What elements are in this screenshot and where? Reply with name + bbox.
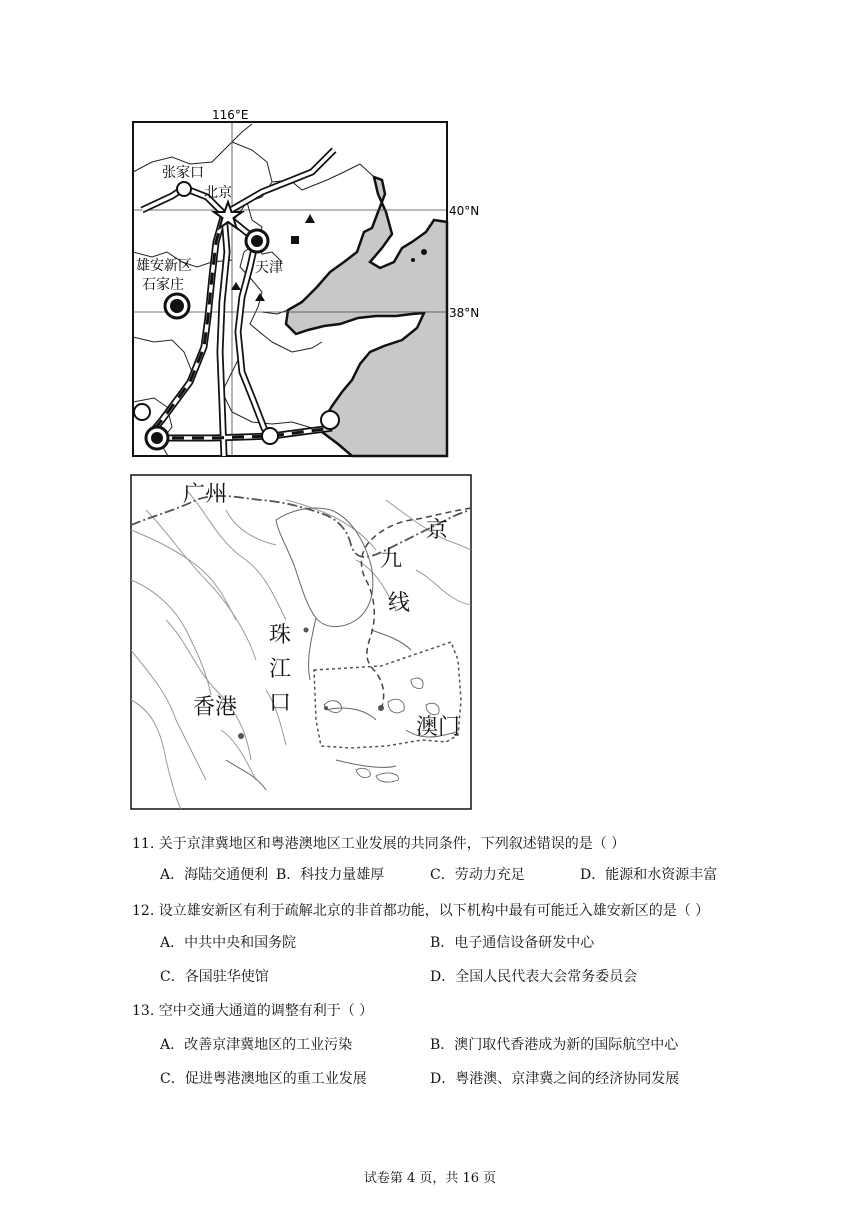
option-a: A．中共中央和国务院: [160, 935, 297, 951]
kou-label: 口: [269, 691, 292, 716]
city-marker-w: [134, 404, 150, 420]
question-stem: 空中交通大通道的调整有利于（ ）: [158, 1003, 374, 1019]
zhangjiakou-label: 张家口: [162, 165, 204, 181]
macau-label: 澳门: [416, 715, 461, 740]
option-a: A．海陆交通便利: [160, 867, 269, 883]
option-c: C．劳动力充足: [430, 867, 525, 883]
jiu-label: 九: [380, 547, 403, 572]
jiang-label: 江: [269, 657, 292, 682]
jingjinji-map: [112, 102, 482, 464]
jing-label: 京: [426, 518, 449, 543]
question-number: 11.: [132, 836, 155, 852]
question-stem: 设立雄安新区有利于疏解北京的非首都功能，以下机构中最有可能迁入雄安新区的是（ ）: [158, 903, 710, 919]
city-marker-se: [321, 411, 339, 429]
option-c: C．各国驻华使馆: [160, 969, 269, 985]
pearl-river-delta-map: [126, 470, 478, 816]
mine-square-icon: [291, 236, 299, 244]
city-marker-s: [262, 428, 278, 444]
lat-label-38: 38°N: [449, 306, 480, 320]
hongkong-label: 香港: [193, 695, 238, 720]
lat-label-40: 40°N: [449, 204, 480, 218]
map-frame: [131, 475, 471, 809]
xian-label: 线: [388, 591, 411, 616]
tianjin-label: 天津: [255, 260, 283, 276]
zhu-label: 珠: [269, 623, 292, 648]
page-footer: 试卷第 4 页，共 16 页: [363, 1171, 497, 1186]
option-b: B．电子通信设备研发中心: [430, 935, 595, 951]
option-d: D．粤港澳、京津冀之间的经济协同发展: [430, 1071, 680, 1087]
option-b: B．科技力量雄厚: [276, 867, 385, 883]
lon-label: 116°E: [212, 108, 249, 122]
option-c: C．促进粤港澳地区的重工业发展: [160, 1071, 367, 1087]
zhangjiakou-marker: [177, 182, 191, 196]
guangzhou-label: 广州: [183, 482, 228, 507]
xiongan-label: 雄安新区: [136, 258, 192, 274]
shijiazhuang-label: 石家庄: [142, 277, 184, 293]
option-b: B．澳门取代香港成为新的国际航空中心: [430, 1037, 679, 1053]
option-d: D．全国人民代表大会常务委员会: [430, 969, 638, 985]
question-number: 12.: [132, 903, 155, 919]
question-number: 13.: [132, 1003, 155, 1019]
option-d: D．能源和水资源丰富: [580, 867, 718, 883]
beijing-label: 北京: [204, 185, 232, 201]
question-stem: 关于京津冀地区和粤港澳地区工业发展的共同条件，下列叙述错误的是（ ）: [158, 836, 626, 852]
option-a: A．改善京津冀地区的工业污染: [160, 1037, 353, 1053]
